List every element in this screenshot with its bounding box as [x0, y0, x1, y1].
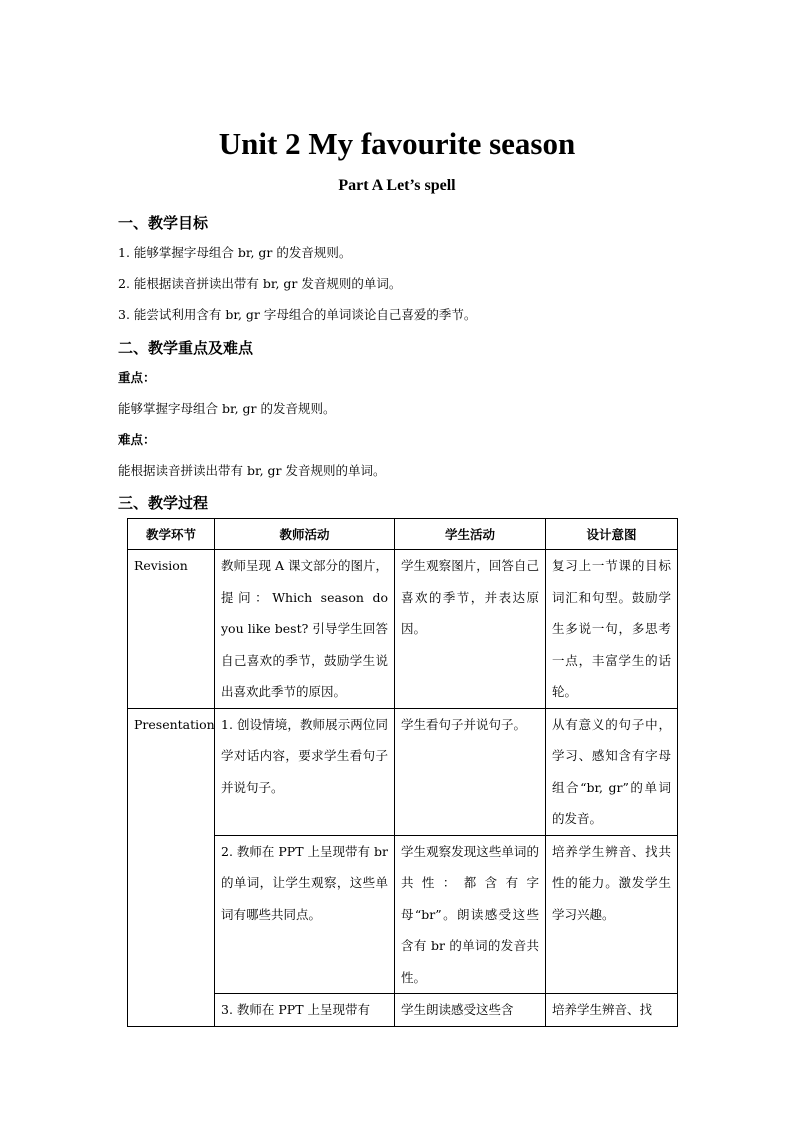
objective-item: 2. 能根据读音拼读出带有 br, gr 发音规则的单词。	[118, 276, 402, 291]
difficult-point-text: 能根据读音拼读出带有 br, gr 发音规则的单词。	[118, 463, 386, 478]
design-purpose-cell: 从有意义的句子中，学习、感知含有字母组合“br, gr”的单词的发音。	[546, 708, 678, 835]
column-header: 教师活动	[215, 519, 395, 550]
teacher-activity-cell: 教师呈现 A 课文部分的图片，提问：Which season do you like best? 引导学生回答自己喜欢的季节，鼓励学生说出喜欢此季节的原因。	[215, 550, 395, 709]
student-activity-cell: 学生朗读感受这些含	[395, 994, 546, 1027]
table-header-row	[128, 519, 678, 550]
design-purpose-cell: 培养学生辨音、找	[546, 994, 678, 1027]
table-row	[128, 550, 678, 709]
table-row	[128, 708, 678, 835]
design-purpose-cell: 复习上一节课的目标词汇和句型。鼓励学生多说一句，多思考一点，丰富学生的话轮。	[546, 550, 678, 709]
key-point-label: 重点：	[118, 370, 156, 385]
student-activity-cell: 学生看句子并说句子。	[395, 708, 546, 835]
design-purpose-cell: 培养学生辨音、找共性的能力。激发学生学习兴趣。	[546, 835, 678, 994]
section-heading-process: 三、教学过程	[118, 494, 209, 512]
teacher-activity-cell: 2. 教师在 PPT 上呈现带有 br 的单词，让学生观察，这些单词有哪些共同点。	[215, 835, 395, 994]
document-title: Unit 2 My favourite season	[218, 126, 576, 161]
stage-cell: Revision	[128, 550, 215, 709]
teacher-activity-cell: 3. 教师在 PPT 上呈现带有	[215, 994, 395, 1027]
teacher-activity-cell: 1. 创设情境，教师展示两位同学对话内容，要求学生看句子并说句子。	[215, 708, 395, 835]
student-activity-cell: 学生观察图片，回答自己喜欢的季节，并表达原因。	[395, 550, 546, 709]
student-activity-cell: 学生观察发现这些单词的共性：都含有字母“br”。朗读感受这些含有 br 的单词的发音共性。	[395, 835, 546, 994]
column-header: 设计意图	[546, 519, 678, 550]
document-subtitle: Part A Let’s spell	[338, 177, 456, 194]
teaching-process-table	[127, 518, 678, 1027]
objective-item: 1. 能够掌握字母组合 br, gr 的发音规则。	[118, 245, 352, 260]
stage-cell: Presentation	[128, 708, 215, 1026]
objective-item: 3. 能尝试利用含有 br, gr 字母组合的单词谈论自己喜爱的季节。	[118, 307, 477, 322]
column-header: 教学环节	[128, 519, 215, 550]
section-heading-objectives: 一、教学目标	[118, 214, 209, 232]
difficult-point-label: 难点：	[118, 432, 156, 447]
section-heading-key-points: 二、教学重点及难点	[118, 339, 254, 357]
key-point-text: 能够掌握字母组合 br, gr 的发音规则。	[118, 401, 336, 416]
column-header: 学生活动	[395, 519, 546, 550]
